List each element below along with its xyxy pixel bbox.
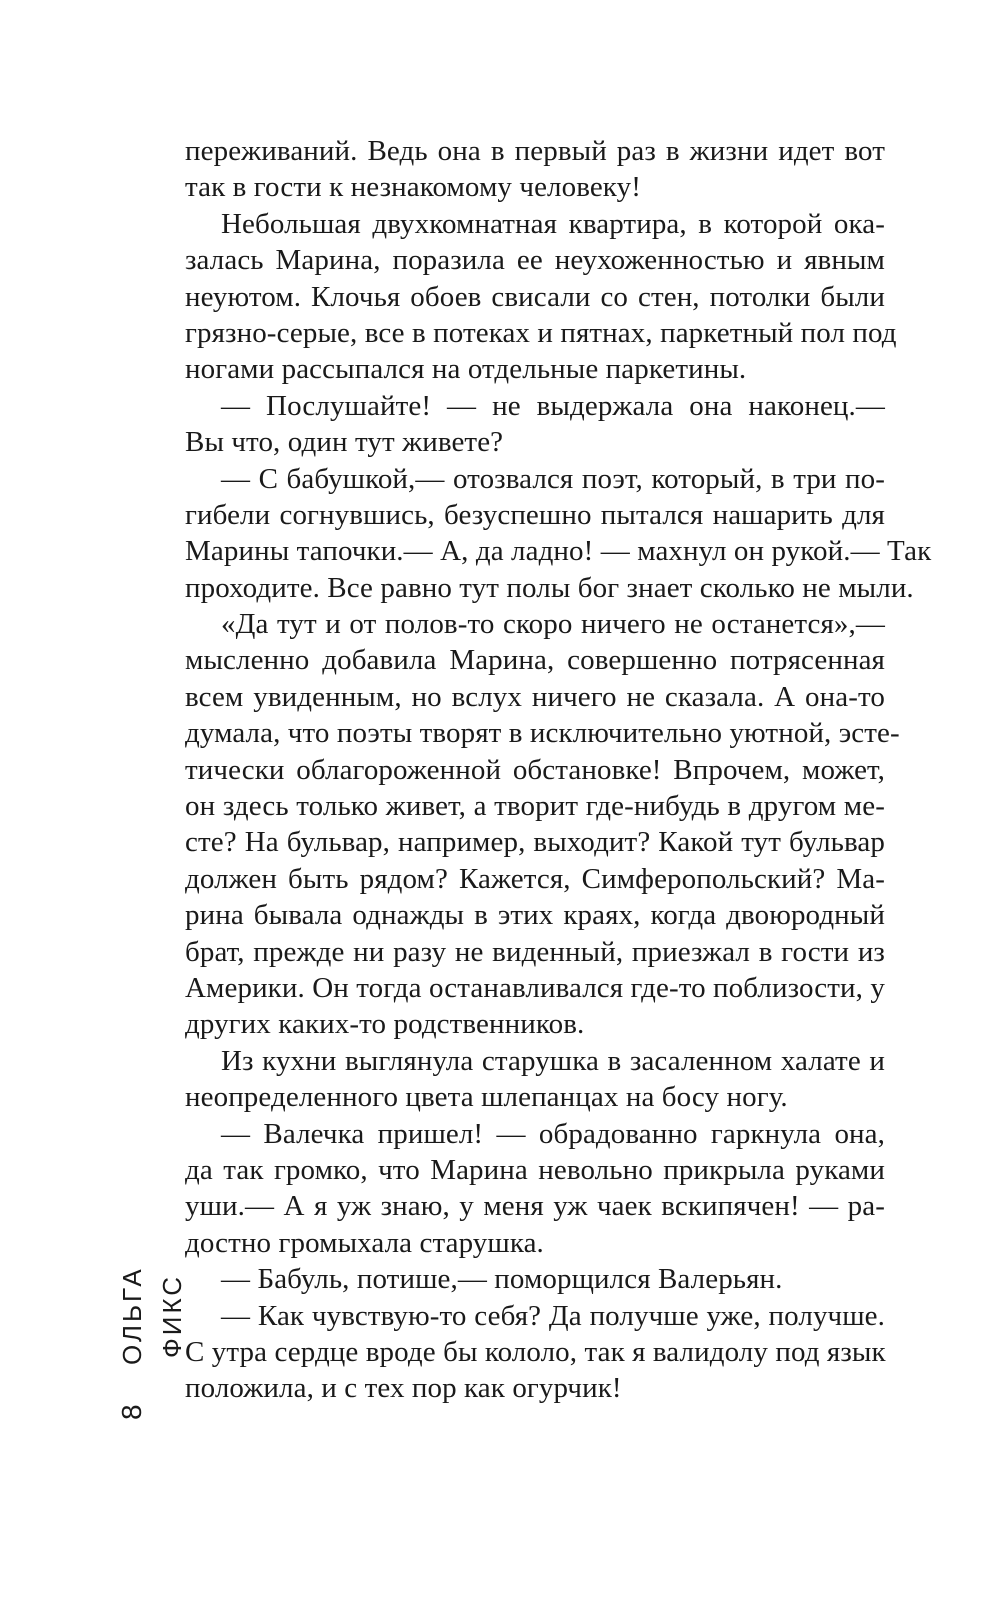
body-text — [185, 133, 932, 1407]
text-line: сте? На бульвар, например, выходит? Какой тут бульвар — [185, 826, 885, 859]
text-line: Из кухни выглянула старушка в засаленном халате и — [221, 1044, 885, 1077]
text-line: С утра сердце вроде бы кололо, так я валидолу под язык — [185, 1335, 886, 1368]
text-line: достно громыхала старушка. — [185, 1226, 544, 1259]
running-head-author: ОЛЬГА ФИКС — [117, 1266, 187, 1365]
text-line: брат, прежде ни разу не виденный, приезжал в гости из — [185, 935, 885, 968]
text-line: — Бабуль, потише,— поморщился Валерьян. — [221, 1263, 783, 1296]
text-line: неопределенного цвета шлепанцах на босу ногу. — [185, 1081, 788, 1114]
text-line: тически облагороженной обстановке! Впрочем, может, — [185, 753, 885, 786]
text-line: — Послушайте! — не выдержала она наконец.— — [221, 389, 885, 422]
text-line: других каких-то родственников. — [185, 1008, 585, 1041]
running-head — [112, 1248, 187, 1408]
text-line: положила, и с тех пор как огурчик! — [185, 1372, 622, 1405]
text-line: грязно-серые, все в потеках и пятнах, паркетный пол под — [185, 316, 897, 349]
text-line: он здесь только живет, а творит где-нибудь в другом ме- — [185, 790, 885, 823]
text-line: «Да тут и от полов-то скоро ничего не останется»,— — [221, 608, 885, 641]
text-line: Вы что, один тут живете? — [185, 426, 504, 459]
text-line: гибели согнувшись, безуспешно пытался нашарить для — [185, 498, 885, 531]
text-line: Америки. Он тогда останавливался где-то поблизости, у — [185, 971, 885, 1004]
text-line: должен быть рядом? Кажется, Симферопольский? Ма- — [185, 862, 885, 895]
page-number: 8 — [116, 1404, 147, 1420]
text-line: думала, что поэты творят в исключительно уютной, эсте- — [185, 717, 900, 750]
text-line: — Как чувствую-то себя? Да получше уже, получше. — [221, 1299, 885, 1332]
text-line: переживаний. Ведь она в первый раз в жизни идет вот — [185, 135, 885, 167]
text-line: так в гости к незнакомому человеку! — [185, 171, 641, 204]
text-line: — Валечка пришел! — обрадованно гаркнула она, — [221, 1117, 885, 1150]
text-line: мысленно добавила Марина, совершенно потрясенная — [185, 644, 885, 677]
text-line: Небольшая двухкомнатная квартира, в которой ока- — [221, 207, 885, 240]
text-line: всем увиденным, но вслух ничего не сказала. А она-то — [185, 680, 885, 713]
text-line: залась Марина, поразила ее неухоженностью и явным — [185, 244, 885, 277]
text-line: неуютом. Клочья обоев свисали со стен, потолки были — [185, 280, 885, 313]
text-line: ногами рассыпался на отдельные паркетины. — [185, 353, 747, 386]
text-line: рина бывала однажды в этих краях, когда двоюродный — [185, 899, 885, 932]
text-line: уши.— А я уж знаю, у меня уж чаек вскипячен! — ра- — [185, 1190, 885, 1223]
text-line: проходите. Все равно тут полы бог знает сколько не мыли. — [185, 571, 914, 604]
text-line: Марины тапочки.— А, да ладно! — махнул он рукой.— Так — [185, 535, 932, 568]
text-line: — С бабушкой,— отозвался поэт, который, в три по- — [221, 462, 885, 495]
text-line: да так громко, что Марина невольно прикрыла руками — [185, 1153, 885, 1186]
